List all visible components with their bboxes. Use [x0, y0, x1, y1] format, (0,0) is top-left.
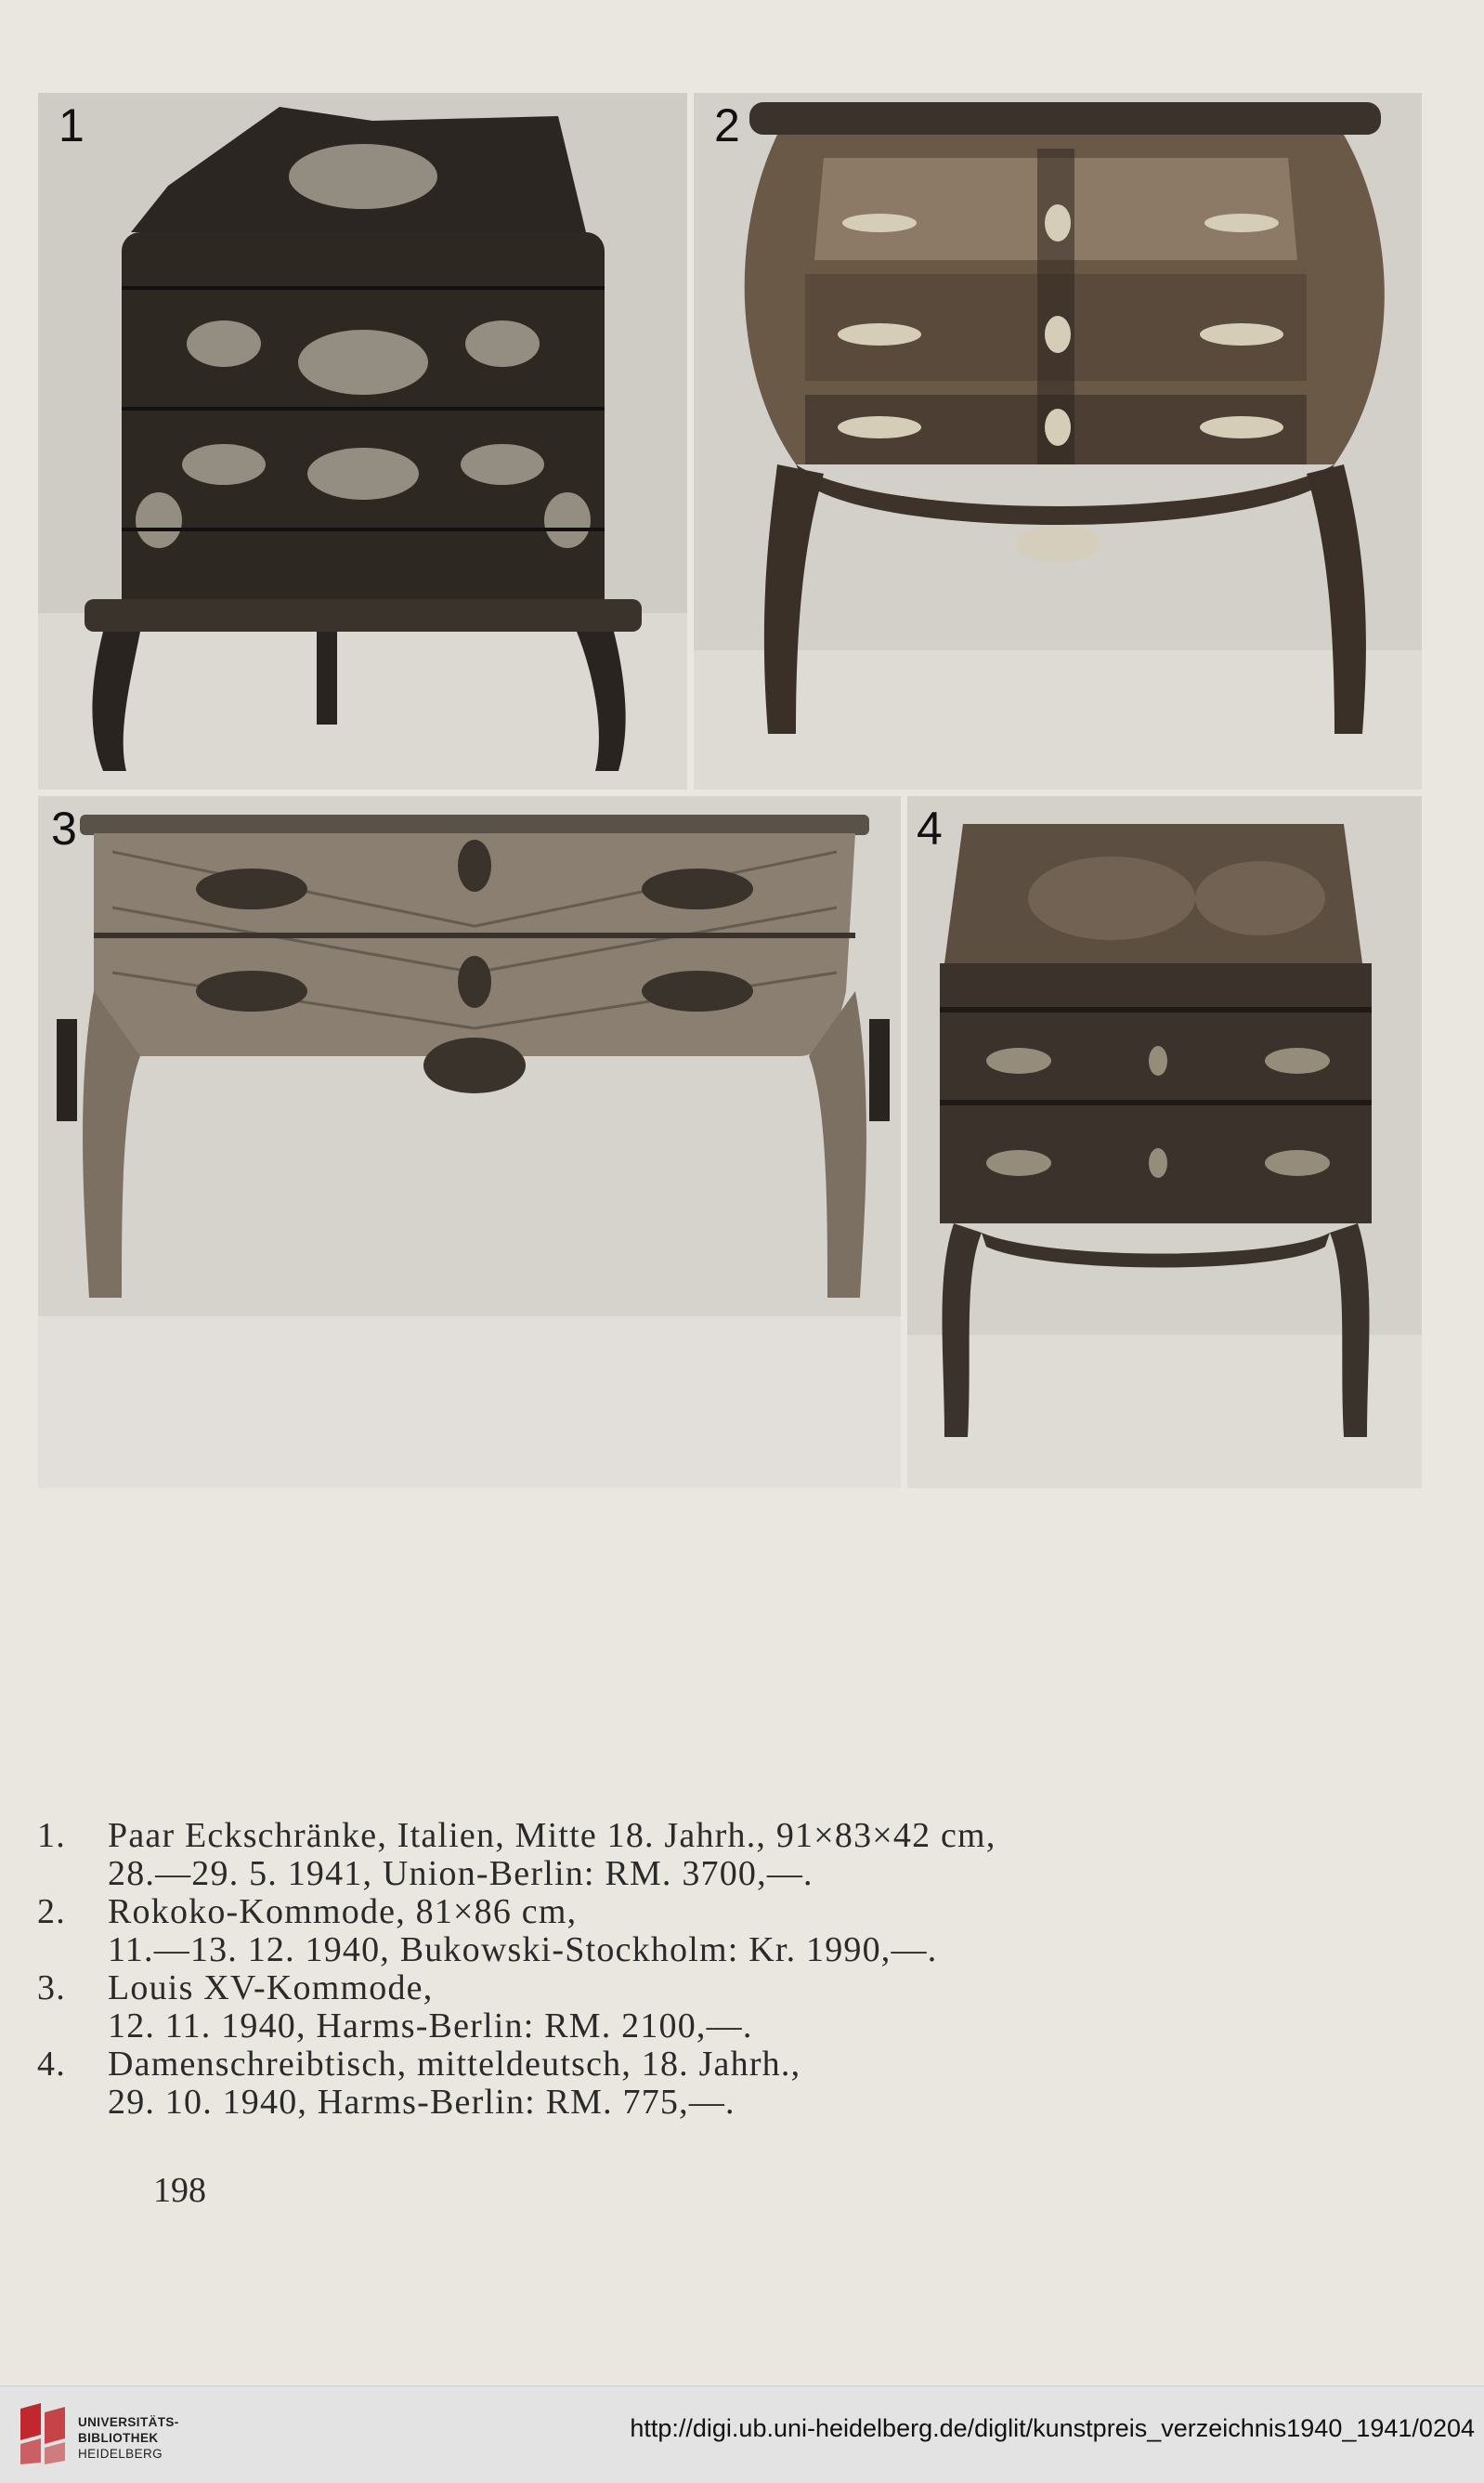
caption-item: [37, 1893, 1337, 1969]
caption-line: 29. 10. 1940, Harms-Berlin: RM. 775,—.: [108, 2083, 735, 2122]
caption-item: [37, 2045, 1337, 2122]
caption-line: 28.—29. 5. 1941, Union-Berlin: RM. 3700,—.: [108, 1854, 814, 1893]
caption-number: 3.: [37, 1968, 66, 2007]
logo-line: HEIDELBERG: [78, 2447, 163, 2461]
caption-line: Damenschreibtisch, mitteldeutsch, 18. Jahrh.,: [108, 2045, 801, 2084]
caption-number: 4.: [37, 2045, 66, 2084]
louis-xv-commode-image: [38, 796, 901, 1488]
library-logo-text: [78, 2414, 179, 2462]
caption-number: 2.: [37, 1892, 66, 1931]
caption-item: [37, 1817, 1337, 1893]
caption-item: [37, 1969, 1337, 2045]
rococo-commode-image: [694, 93, 1422, 790]
figure-3-photo: [38, 796, 901, 1488]
logo-line: UNIVERSITÄTS-: [78, 2415, 179, 2429]
footer-bar: [0, 2385, 1484, 2483]
caption-line: Paar Eckschränke, Italien, Mitte 18. Jahrh., 91×83×42 cm,: [108, 1816, 996, 1855]
page-number: 198: [153, 2171, 206, 2210]
source-url-link[interactable]: http://digi.ub.uni-heidelberg.de/diglit/kunstpreis_verzeichnis1940_1941/0204: [630, 2414, 1475, 2442]
heidelberg-logo-icon: [13, 2401, 71, 2466]
caption-line: Louis XV-Kommode,: [108, 1968, 434, 2007]
figure-4-photo: [907, 796, 1422, 1488]
figure-number: 1: [59, 99, 85, 151]
caption-line: 12. 11. 1940, Harms-Berlin: RM. 2100,—.: [108, 2006, 753, 2045]
figure-2-photo: [694, 93, 1422, 790]
caption-line: 11.—13. 12. 1940, Bukowski-Stockholm: Kr. 1990,—.: [108, 1930, 938, 1969]
figure-number: 2: [714, 99, 740, 151]
library-logo[interactable]: [13, 2399, 180, 2472]
ladies-writing-desk-image: [907, 796, 1422, 1488]
figure-number: 3: [51, 803, 77, 855]
logo-line: BIBLIOTHEK: [78, 2431, 159, 2445]
figure-number: 4: [917, 803, 943, 855]
figure-1-photo: [38, 93, 687, 790]
caption-number: 1.: [37, 1816, 66, 1855]
caption-line: Rokoko-Kommode, 81×86 cm,: [108, 1892, 578, 1931]
caption-list: [37, 1817, 1337, 2122]
corner-cabinet-image: [38, 93, 687, 790]
